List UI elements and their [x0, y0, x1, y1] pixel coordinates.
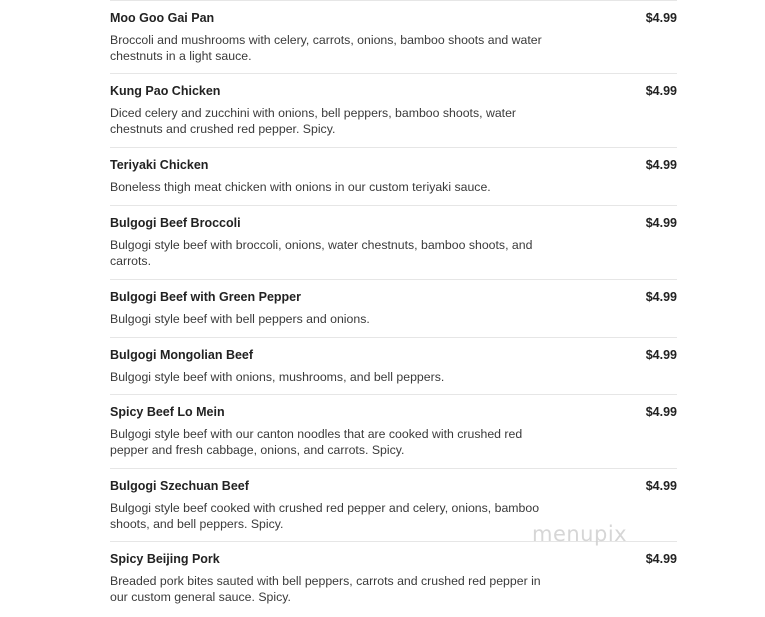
item-description: Boneless thigh meat chicken with onions in our custom teriyaki sauce.	[110, 180, 491, 194]
item-description: Diced celery and zucchini with onions, bell peppers, bamboo shoots, water chestnuts and crushed red pepper. Spicy.	[110, 106, 517, 136]
item-description: Bulgogi style beef with bell peppers and onions.	[110, 312, 370, 326]
item-name: Bulgogi Beef with Green Pepper	[110, 290, 301, 304]
menu-item	[110, 280, 677, 338]
item-price: $4.99	[645, 11, 677, 25]
item-name: Bulgogi Szechuan Beef	[110, 479, 249, 493]
item-price: $4.99	[645, 479, 677, 493]
menu-item	[110, 338, 677, 395]
menu-item	[110, 206, 677, 280]
menupix-watermark: menupix	[532, 522, 628, 546]
item-description: Breaded pork bites sauted with bell peppers, carrots and crushed red pepper in our custom general sauce. Spicy.	[110, 574, 541, 604]
item-name: Bulgogi Beef Broccoli	[110, 216, 241, 230]
item-description: Broccoli and mushrooms with celery, carrots, onions, bamboo shoots and water chestnuts in a light sauce.	[110, 33, 542, 63]
item-price: $4.99	[645, 290, 677, 304]
item-name: Moo Goo Gai Pan	[110, 11, 215, 25]
item-description: Bulgogi style beef with broccoli, onions, water chestnuts, bamboo shoots, and carrots.	[110, 238, 533, 268]
item-price: $4.99	[645, 348, 677, 362]
item-price: $4.99	[645, 552, 677, 566]
item-name: Bulgogi Mongolian Beef	[110, 348, 254, 362]
menu-item	[110, 74, 677, 148]
menu-item	[110, 148, 677, 206]
menu-item	[110, 395, 677, 469]
item-price: $4.99	[645, 84, 677, 98]
item-name: Teriyaki Chicken	[110, 158, 209, 172]
menu-item	[110, 542, 677, 616]
item-description: Bulgogi style beef cooked with crushed red pepper and celery, onions, bamboo shoots, and bell peppers. Spicy.	[110, 501, 540, 531]
item-description: Bulgogi style beef with our canton noodles that are cooked with crushed red pepper and fresh cabbage, onions, and carrots. Spicy.	[110, 427, 523, 457]
item-price: $4.99	[645, 158, 677, 172]
menu-item	[110, 0, 677, 74]
item-price: $4.99	[645, 405, 677, 419]
item-price: $4.99	[645, 216, 677, 230]
item-name: Spicy Beef Lo Mein	[110, 405, 225, 419]
item-name: Spicy Beijing Pork	[110, 552, 220, 566]
item-description: Bulgogi style beef with onions, mushrooms, and bell peppers.	[110, 370, 445, 384]
item-name: Kung Pao Chicken	[110, 84, 221, 98]
